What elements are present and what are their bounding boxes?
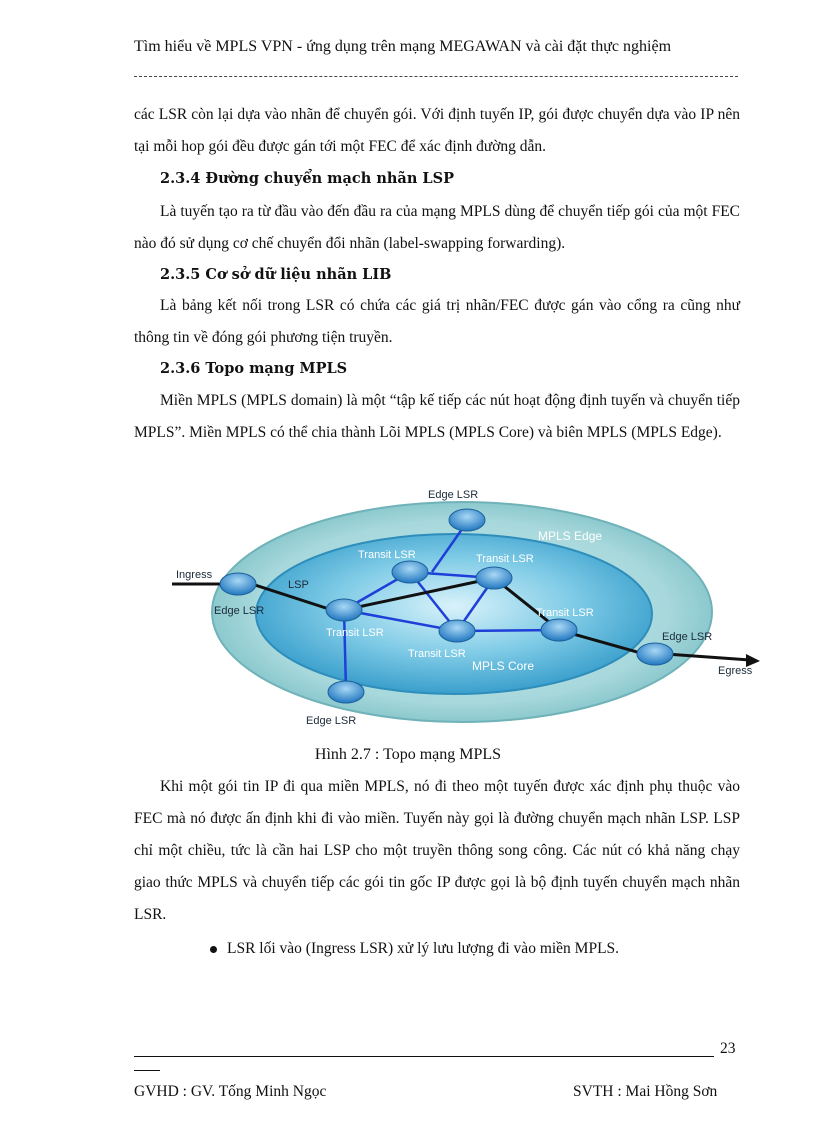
header-divider [134,76,738,77]
figure-caption: Hình 2.7 : Topo mạng MPLS [314,746,502,763]
label-edge-lsr-ingress: Edge LSR [214,605,265,617]
label-edge-lsr-egress: Edge LSR [662,631,713,643]
footer-divider [134,1056,714,1057]
paragraph-5: Khi một gói tin IP đi qua miền MPLS, nó đi theo một tuyến được xác định phụ thuộc vào FEC mà nó được ấn định khi đi vào miền. Tuyến này gọi là đường chuyển mạch nhãn LSP. LSP chỉ một chiều, tức là cần hai LSP cho một truyền thông song công. Các nút có khả năng chạy giao thức MPLS và chuyển tiếp các gói tin gốc IP được gọi là bộ định tuyến chuyển mạch nhãn LSR. [134,778,740,923]
paragraph-3: Là bảng kết nối trong LSR có chứa các giá trị nhãn/FEC được gán vào cổng ra cũng như thông tin về đóng gói phương tiện truyền. [134,297,740,346]
label-edge-lsr-top: Edge LSR [428,489,479,501]
footer-divider-short [134,1070,160,1071]
paragraph-2: Là tuyến tạo ra từ đầu vào đến đầu ra của mạng MPLS dùng để chuyển tiếp gói của một FEC nào đó sử dụng cơ chế chuyển đổi nhãn (label-swapping forwarding). [134,203,740,252]
bullet-text: LSR lối vào (Ingress LSR) xử lý lưu lượng đi vào miền MPLS. [227,940,620,957]
heading-2-3-4: 2.3.4 Đường chuyển mạch nhãn LSP [160,170,454,187]
label-transit-lsr-5: Transit LSR [536,607,594,619]
label-mpls-edge: MPLS Edge [538,529,603,543]
footer-student: SVTH : Mai Hồng Sơn [573,1083,718,1100]
label-lsp: LSP [288,579,309,591]
edge-lsr-ingress-node [220,573,256,595]
label-ingress: Ingress [176,569,213,581]
heading-2-3-6: 2.3.6 Topo mạng MPLS [160,360,348,377]
label-transit-lsr-2: Transit LSR [476,553,534,565]
label-edge-lsr-bottom: Edge LSR [306,715,357,727]
label-transit-lsr-1: Transit LSR [358,549,416,561]
paragraph-4: Miền MPLS (MPLS domain) là một “tập kế tiếp các nút hoạt động định tuyến và chuyển tiếp MPLS”. Miền MPLS có thể chia thành Lõi MPLS (MPLS Core) và biên MPLS (MPLS Edge). [134,392,740,441]
label-transit-lsr-3: Transit LSR [326,627,384,639]
edge-lsr-bottom-node [328,681,364,703]
heading-2-3-5: 2.3.5 Cơ sở dữ liệu nhãn LIB [160,266,392,283]
mpls-topology-figure [172,484,762,732]
label-mpls-core: MPLS Core [472,659,535,673]
transit-lsr-node-1 [392,561,428,583]
transit-lsr-node-5 [541,619,577,641]
bullet-item [210,940,619,958]
header-title: Tìm hiểu về MPLS VPN - ứng dụng trên mạng MEGAWAN và cài đặt thực nghiệm [134,38,672,55]
page-number: 23 [720,1040,736,1057]
transit-lsr-node-3 [326,599,362,621]
transit-lsr-node-4 [439,620,475,642]
edge-lsr-egress-node [637,643,673,665]
footer-supervisor: GVHD : GV. Tống Minh Ngọc [134,1083,327,1100]
label-transit-lsr-4: Transit LSR [408,648,466,660]
bullet-dot-icon [210,946,217,953]
edge-lsr-top-node [449,509,485,531]
transit-lsr-node-2 [476,567,512,589]
label-egress: Egress [718,665,753,677]
paragraph-1: các LSR còn lại dựa vào nhãn để chuyển gói. Với định tuyến IP, gói được chuyển dựa vào IP nên tại mỗi hop gói đều được gán tới một FEC để xác định đường dẫn. [134,106,740,155]
